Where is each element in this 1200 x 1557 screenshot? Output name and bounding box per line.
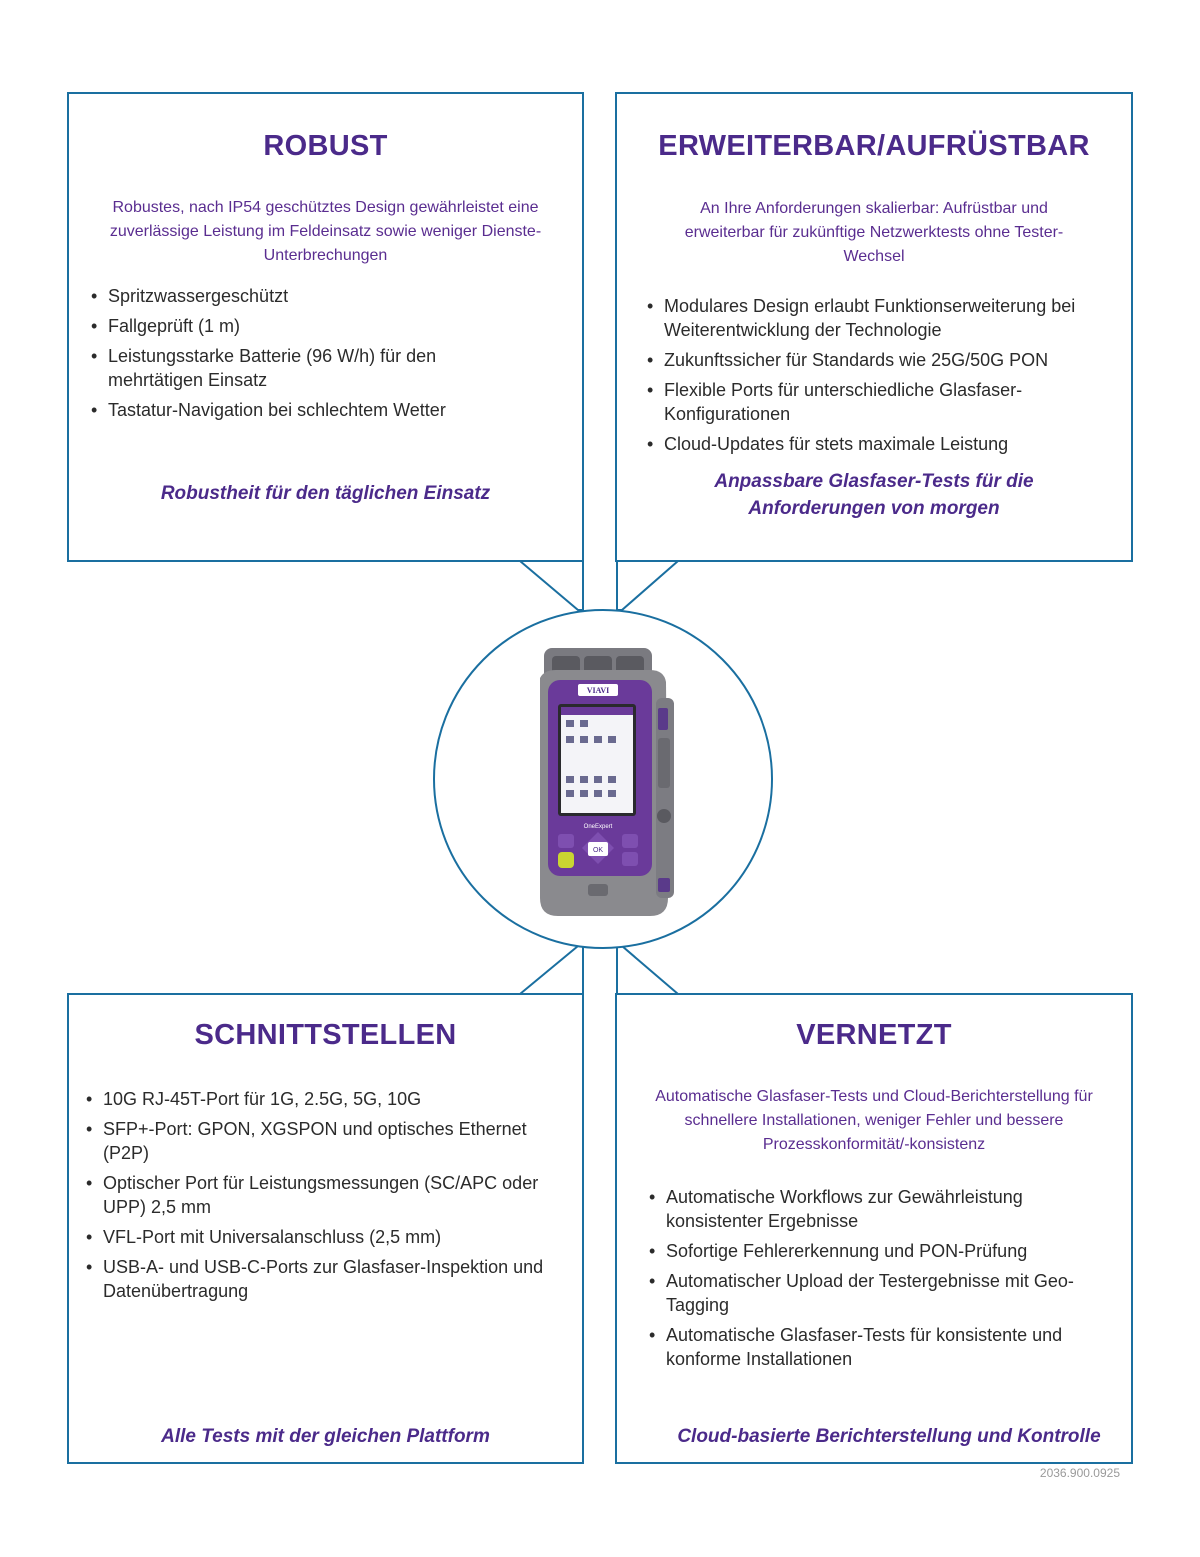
list-item: • USB-A- und USB-C-Ports zur Glasfaser-Inspektion und Datenübertragung bbox=[86, 1255, 556, 1303]
list-item: • Cloud-Updates für stets maximale Leistung bbox=[647, 432, 1117, 456]
list-item: • Sofortige Fehlererkennung und PON-Prüfung bbox=[649, 1239, 1089, 1263]
list-item: • Tastatur-Navigation bei schlechtem Wetter bbox=[91, 398, 491, 422]
schnittstellen-panel bbox=[67, 993, 584, 1464]
vernetzt-tagline: Cloud-basierte Berichterstellung und Kontrolle bbox=[677, 1426, 1101, 1447]
list-item: • Optischer Port für Leistungsmessungen (SC/APC oder UPP) 2,5 mm bbox=[86, 1171, 556, 1219]
erweiterbar-lead: An Ihre Anforderungen skalierbar: Aufrüstbar und erweiterbar für zukünftige Netzwerktests ohne Tester-Wechsel bbox=[684, 200, 1064, 265]
robust-tagline: Robustheit für den täglichen Einsatz bbox=[160, 483, 491, 504]
erweiterbar-tagline: Anpassbare Glasfaser-Tests für die Anforderungen von morgen bbox=[714, 471, 1034, 519]
list-item: • Automatische Workflows zur Gewährleistung konsistenter Ergebnisse bbox=[649, 1185, 1089, 1233]
list-item: • 10G RJ-45T-Port für 1G, 2.5G, 5G, 10G bbox=[86, 1087, 556, 1111]
list-item: • Zukunftssicher für Standards wie 25G/50G PON bbox=[647, 348, 1117, 372]
vernetzt-lead: Automatische Glasfaser-Tests und Cloud-Berichterstellung für schnellere Installationen, weniger Fehler und bessere Prozesskonformität/-konsistenz bbox=[655, 1088, 1093, 1153]
device-model: OneExpert bbox=[583, 824, 613, 830]
robust-bullet-list bbox=[91, 284, 491, 428]
erweiterbar-bullet-list bbox=[647, 294, 1117, 462]
list-item: • Fallgeprüft (1 m) bbox=[91, 314, 491, 338]
vernetzt-panel bbox=[615, 993, 1133, 1464]
list-item: • Spritzwassergeschützt bbox=[91, 284, 491, 308]
list-item: • VFL-Port mit Universalanschluss (2,5 mm) bbox=[86, 1225, 556, 1249]
erweiterbar-panel bbox=[615, 92, 1133, 562]
schnittstellen-title: SCHNITTSTELLEN bbox=[194, 1019, 457, 1051]
list-item: • Flexible Ports für unterschiedliche Glasfaser-Konfigurationen bbox=[647, 378, 1117, 426]
device-brand: VIAVI bbox=[586, 686, 610, 695]
list-item: • Automatische Glasfaser-Tests für konsistente und konforme Installationen bbox=[649, 1323, 1089, 1371]
robust-title: ROBUST bbox=[263, 130, 388, 162]
schnittstellen-tagline: Alle Tests mit der gleichen Plattform bbox=[161, 1426, 490, 1447]
list-item: • SFP+-Port: GPON, XGSPON und optisches Ethernet (P2P) bbox=[86, 1117, 556, 1165]
device-circle bbox=[432, 608, 774, 950]
list-item: • Leistungsstarke Batterie (96 W/h) für den mehrtätigen Einsatz bbox=[91, 344, 491, 392]
robust-panel bbox=[67, 92, 584, 562]
list-item: • Modulares Design erlaubt Funktionserweiterung bei Weiterentwicklung der Technologie bbox=[647, 294, 1117, 342]
schnittstellen-bullet-list bbox=[86, 1087, 556, 1309]
vernetzt-bullet-list bbox=[649, 1185, 1089, 1377]
vernetzt-title: VERNETZT bbox=[796, 1019, 952, 1051]
robust-lead: Robustes, nach IP54 geschütztes Design gewährleistet eine zuverlässige Leistung im Feldeinsatz sowie weniger Dienste-Unterbrechungen bbox=[109, 199, 542, 264]
list-item: • Automatischer Upload der Testergebnisse mit Geo-Tagging bbox=[649, 1269, 1089, 1317]
device-ok-key: OK bbox=[592, 847, 604, 854]
document-code: 2036.900.0925 bbox=[1039, 1466, 1120, 1480]
oneexpert-device-image bbox=[432, 608, 774, 950]
erweiterbar-title: ERWEITERBAR/AUFRÜSTBAR bbox=[658, 130, 1090, 162]
